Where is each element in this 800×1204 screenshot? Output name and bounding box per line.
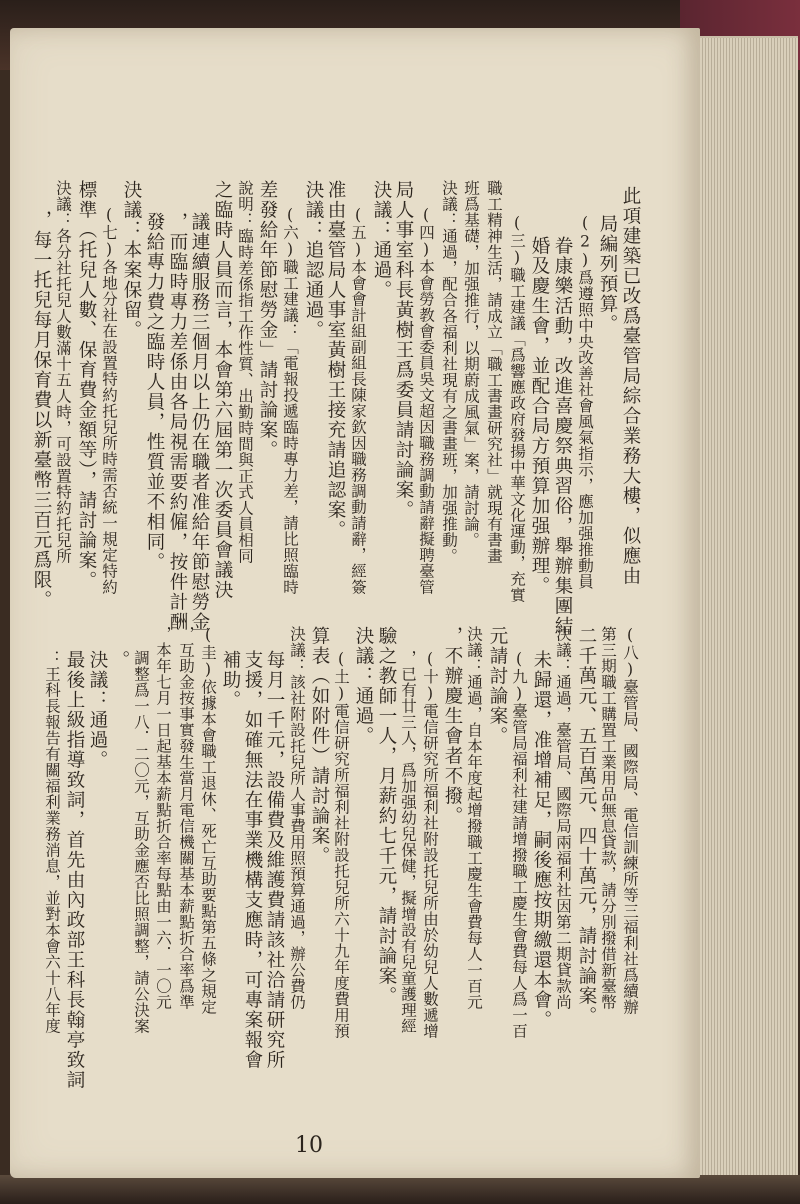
book-bottom-shadow: [0, 1175, 800, 1204]
text-column: 標準（托兒人數、保育費金額等），請討論案。: [76, 180, 97, 591]
text-column: 之臨時人員而言，本會第六屆第一次委員會議決: [212, 180, 233, 600]
text-column: (四)本會勞教會委員吳文超因職務調動請辭擬聘臺管: [417, 206, 435, 595]
text-column: 決議：本案保留。: [121, 180, 142, 340]
text-column: 調整爲一八．二〇元，互助金應否比照調整，請公決案: [132, 650, 150, 1034]
text-column: 決議：通過，臺管局、國際局兩福利社因第二期貸款尚: [554, 626, 572, 1010]
text-column: 未歸還，准增補足，嗣後應按期繳還本會。: [531, 650, 552, 1030]
text-column: 發給專力費之臨時人員，性質並不相同。: [144, 212, 165, 572]
text-column: 。: [109, 650, 130, 670]
text-column: 決議：該社附設托兒所人事費用照預算通過，辦公費仍: [288, 626, 306, 1010]
text-column: 說明：臨時差係指工作性質、出勤時間與正式人員相同: [236, 180, 254, 564]
text-column: 決議：通過，自本年度起增撥職工慶生會費每人一百元: [465, 626, 483, 1010]
text-column: ，已有廿三人，爲加强幼兒保健，擬增設有兒童護理經: [399, 650, 417, 1034]
text-column: (五)本會會計組副組長陳家欽因職務調動請辭，經簽: [349, 206, 367, 595]
page-stack-edge: [688, 36, 798, 1188]
text-column: (土)電信研究所福利社附設托兒所六十九年度費用預: [332, 650, 350, 1039]
text-column: ，互助金按事實發生當月電信機關基本薪點折合率爲準: [177, 626, 195, 1010]
text-column: ，而臨時專力差係由各局視需要約僱，按件計酬: [167, 212, 188, 632]
text-column: 驗之教師一人，月薪約七千元，請討論案。: [376, 626, 397, 1006]
text-column: 決議：通過。: [87, 650, 108, 770]
book-page: [10, 28, 700, 1178]
text-column: 決議：通過。: [353, 626, 374, 746]
text-column: (圭)依據本會職工退休、死亡互助要點第五條之規定: [199, 626, 217, 1015]
text-column: 議連續服務三個月以上仍在職者准給年節慰勞金: [189, 212, 210, 632]
text-column: ，每一托兒每月保育費以新臺幣三百元爲限。: [31, 210, 52, 610]
text-column: 元請討論案。: [487, 626, 508, 746]
text-column: (六)職工建議：「電報投遞臨時專力差，請比照臨時: [281, 206, 299, 595]
text-column: 第三期職工購置工業用品無息貸款，請分別撥借新臺幣: [599, 626, 617, 1010]
text-column: 決議：通過。: [371, 180, 392, 300]
text-column: ：王科長報告有關福利業務消息，並對本會六十八年度: [43, 650, 61, 1034]
text-column: 班爲基礎，加强推行，以期蔚成風氣」案，請討論。: [462, 180, 480, 548]
page-number: 10: [295, 1133, 323, 1158]
text-column: 局編列預算。: [597, 214, 618, 334]
text-column: (七)各地分社在設置特約托兒所時需否統一規定特約: [100, 206, 118, 595]
text-column: 局人事室科長黃樹王爲委員請討論案。: [393, 180, 414, 520]
text-column: 補助。: [220, 650, 241, 710]
text-column: 算表（如附件）請討論案。: [309, 626, 330, 866]
text-column: 職工精神生活，請成立「職工書畫研究社」就現有書畫: [485, 180, 503, 564]
text-column: 最後上級指導致詞，首先由內政部王科長翰亭致詞: [64, 650, 85, 1090]
text-column: 婚及慶生會，並配合局方預算加强辦理。: [529, 236, 550, 596]
text-column: 此項建築已改爲臺管局綜合業務大樓，似應由: [620, 186, 641, 586]
text-column: ，本年七月一日起基本薪點折合率每點由一六．一〇元: [154, 626, 172, 1010]
text-column: 二千萬元、五百萬元、四十萬元，請討論案。: [576, 626, 597, 1026]
text-column: (2)爲遵照中央改善社會風氣指示，應加强推動員: [576, 214, 594, 590]
text-column: 准由臺管局人事室黃樹王接充請追認案。: [325, 180, 346, 540]
text-column: (九)臺管局福利社建請增撥職工慶生會費每人爲一百: [510, 650, 528, 1039]
text-column: (三)職工建議「爲響應政府發揚中華文化運動，充實: [508, 214, 526, 603]
text-column: (八)臺管局、國際局、電信訓練所等三福利社爲續辦: [621, 626, 639, 1015]
text-column: ，不辦慶生會者不撥。: [442, 626, 463, 826]
text-column: 每月一千元，設備費及維護費請該社洽請研究所: [264, 650, 285, 1070]
text-column: 支援，如確無法在事業機構支應時，可專案報會: [242, 650, 263, 1070]
text-column: (十)電信研究所福利社附設托兒所由於幼兒人數遞增: [421, 650, 439, 1039]
text-column: 決議：通過，配合各福利社現有之書畫班，加强推動。: [440, 180, 458, 564]
text-column: 差發給年節慰勞金」請討論案。: [257, 180, 278, 460]
text-column: 決議：追認通過。: [303, 180, 324, 340]
text-column: 眷康樂活動，改進喜慶祭典習俗，舉辦集團結: [552, 236, 573, 636]
text-column: 決議：各分社托兒人數滿十五人時，可設置特約托兒所: [54, 180, 72, 564]
